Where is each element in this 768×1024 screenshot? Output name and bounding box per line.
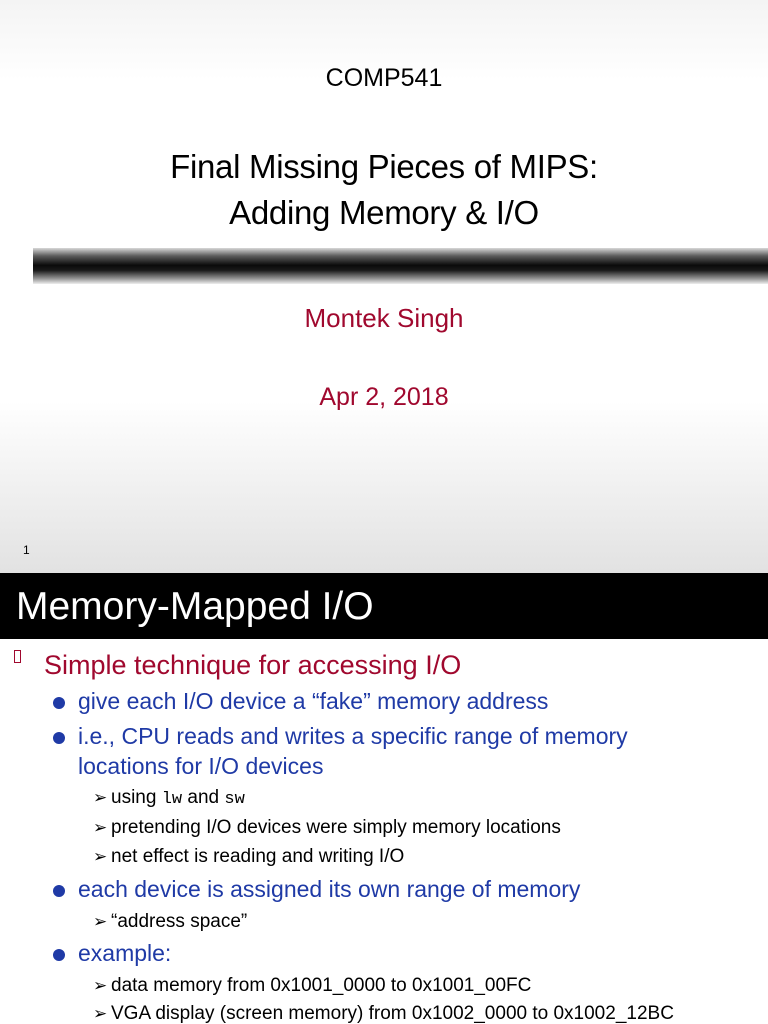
sub-list-item xyxy=(111,787,245,809)
code-sw: sw xyxy=(224,790,245,809)
bullet-dot-icon xyxy=(53,949,65,961)
sub-list-item: net effect is reading and writing I/O xyxy=(111,846,405,867)
and-word: and xyxy=(182,787,225,808)
slide-title-line-1: Final Missing Pieces of MIPS: xyxy=(170,148,598,185)
slide-title-line-2: Adding Memory & I/O xyxy=(229,194,539,231)
presentation-date: Apr 2, 2018 xyxy=(319,383,449,411)
arrow-bullet-icon: ➢ xyxy=(93,1004,108,1023)
bullet-box-icon xyxy=(14,650,21,663)
bullet-dot-icon xyxy=(53,732,65,744)
sub-list-item: pretending I/O devices were simply memory locations xyxy=(111,817,561,838)
course-code: COMP541 xyxy=(325,64,443,92)
main-bullet: Simple technique for accessing I/O xyxy=(44,650,462,680)
arrow-bullet-icon: ➢ xyxy=(93,912,108,931)
sub-list-item: “address space” xyxy=(111,911,248,932)
bullet-dot-icon xyxy=(53,885,65,897)
arrow-bullet-icon: ➢ xyxy=(93,788,108,807)
sub-list-item: VGA display (screen memory) from 0x1002_0000 to 0x1002_12BC xyxy=(111,1003,674,1024)
list-item: each device is assigned its own range of memory xyxy=(78,876,581,902)
slide-heading: Memory-Mapped I/O xyxy=(16,585,374,628)
list-item: i.e., CPU reads and writes a specific range of memory xyxy=(78,723,628,749)
bullet-dot-icon xyxy=(53,697,65,709)
arrow-bullet-icon: ➢ xyxy=(93,976,108,995)
sub-list-item: data memory from 0x1001_0000 to 0x1001_00FC xyxy=(111,975,532,996)
using-prefix: using xyxy=(111,787,162,808)
code-lw: lw xyxy=(161,790,183,809)
arrow-bullet-icon: ➢ xyxy=(93,847,108,866)
list-item-continuation: locations for I/O devices xyxy=(78,753,324,779)
author-name: Montek Singh xyxy=(304,303,464,333)
list-item: example: xyxy=(78,940,172,966)
content-slide xyxy=(0,573,768,1024)
arrow-bullet-icon: ➢ xyxy=(93,818,108,837)
slide-number: 1 xyxy=(23,543,30,557)
list-item: give each I/O device a “fake” memory address xyxy=(78,688,549,714)
slide-header xyxy=(0,573,768,639)
decorative-bar xyxy=(33,248,768,284)
